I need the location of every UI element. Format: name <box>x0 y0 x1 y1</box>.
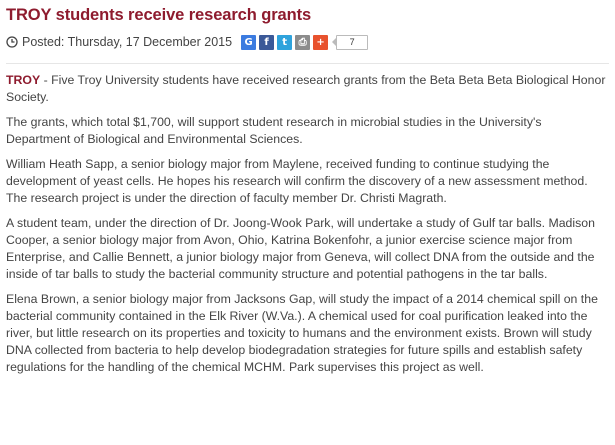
paragraph-brown: Elena Brown, a senior biology major from Jacksons Gap, will study the impact of a 2014 chemical spill on the bacterial community contained in the Elk River (W.Va.). A chemical used for coal purification leaked into the river, but little research on its properties and toxicity to humans and the environment exists. Brown will study DNA collected from bacteria to help develop biodegradation strategies for future spills and establish safety regulations for the handling of the chemical MCHM. Park supervises this project as well. <box>6 292 598 374</box>
google-share-button[interactable] <box>241 35 256 50</box>
paragraph-tar-balls: A student team, under the direction of Dr. Joong-Wook Park, will undertake a study of Gulf tar balls. Madison Cooper, a senior biology major from Avon, Ohio, Katrina Bokenfohr, a junior exercise science major from Enterprise, and Callie Bennett, a junior biology major from Geneva, will collect DNA from the outside and the inside of tar balls to study the bacterial community structure and potential pathogens in the tar balls. <box>6 216 595 281</box>
twitter-share-button[interactable] <box>277 35 292 50</box>
paragraph-grants: The grants, which total $1,700, will support student research in microbial studies in the University's Department of Biological and Environmental Sciences. <box>6 115 542 146</box>
google-icon: G <box>244 36 253 48</box>
dateline: TROY <box>6 73 41 87</box>
article-body <box>6 72 609 376</box>
article-title[interactable]: TROY students receive research grants <box>6 6 312 24</box>
print-share-button[interactable] <box>295 35 310 50</box>
twitter-icon: t <box>282 36 287 48</box>
facebook-share-button[interactable] <box>259 35 274 50</box>
facebook-icon: f <box>264 36 269 48</box>
divider <box>6 63 609 64</box>
plus-icon: + <box>316 36 325 48</box>
share-count[interactable] <box>332 35 368 50</box>
print-icon: ⎙ <box>298 36 307 48</box>
article-meta <box>6 33 609 51</box>
share-count-value: 7 <box>336 35 368 50</box>
more-share-button[interactable] <box>313 35 328 50</box>
posted-date: Posted: Thursday, 17 December 2015 <box>22 35 233 49</box>
clock-icon <box>6 36 18 48</box>
paragraph-sapp: William Heath Sapp, a senior biology major from Maylene, received funding to continue studying the development of yeast cells. He hopes his research will confirm the discovery of a new assessment method. The research project is under the direction of faculty member Dr. Christi Magrath. <box>6 157 588 205</box>
share-bar <box>241 35 368 50</box>
lead-paragraph <box>6 72 609 106</box>
lead-text: - Five Troy University students have received research grants from the Beta Beta Beta Biological Honor Society. <box>6 73 606 104</box>
